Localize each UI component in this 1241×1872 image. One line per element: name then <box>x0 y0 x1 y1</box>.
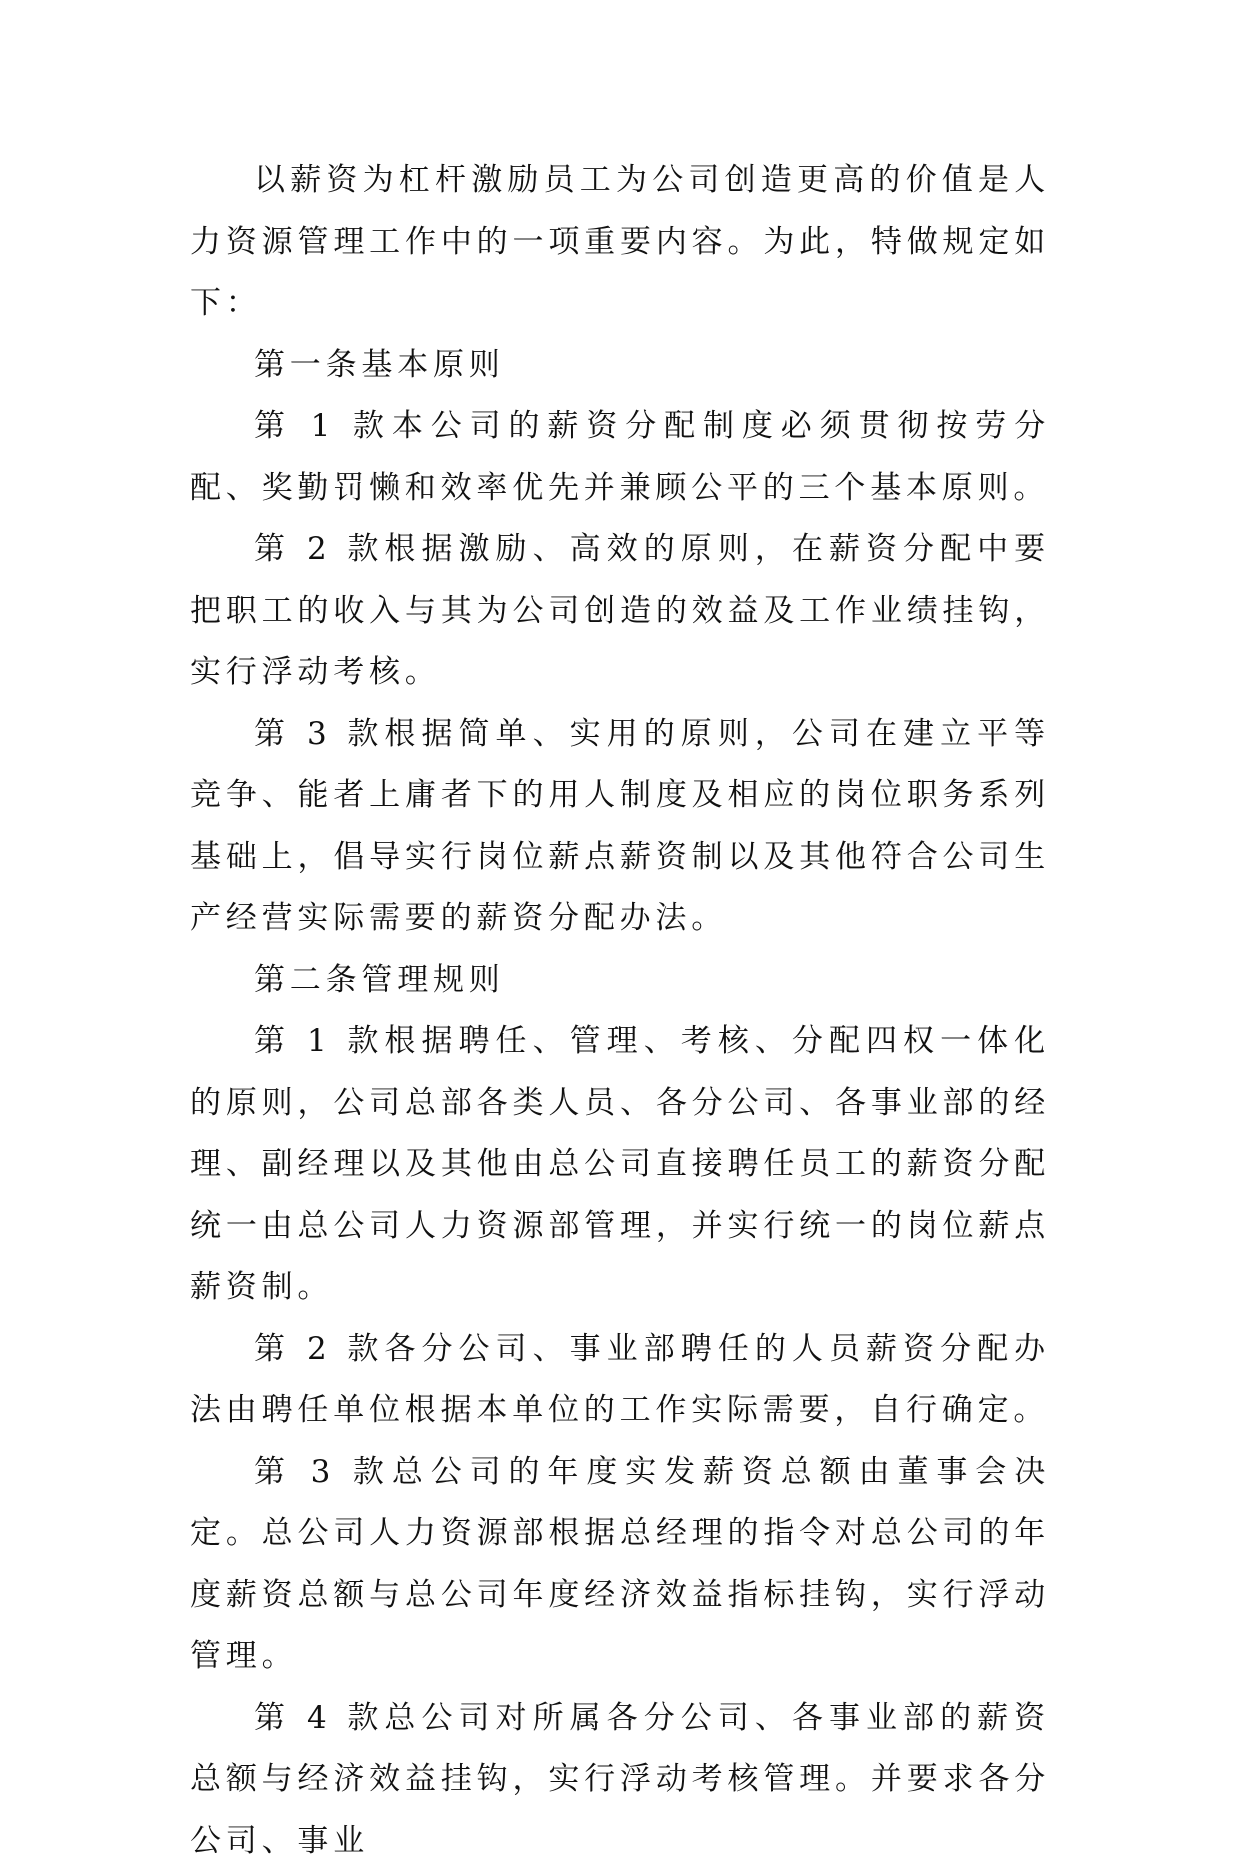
heading-article-1: 第一条基本原则 <box>190 335 1050 397</box>
heading-article-2: 第二条管理规则 <box>190 950 1050 1012</box>
paragraph-article-1-clause-1: 第 1 款本公司的薪资分配制度必须贯彻按劳分配、奖勤罚懒和效率优先并兼顾公平的三个基本原则。 <box>190 396 1050 519</box>
paragraph-article-2-clause-2: 第 2 款各分公司、事业部聘任的人员薪资分配办法由聘任单位根据本单位的工作实际需要，自行确定。 <box>190 1319 1050 1442</box>
paragraph-article-2-clause-1: 第 1 款根据聘任、管理、考核、分配四权一体化的原则，公司总部各类人员、各分公司、各事业部的经理、副经理以及其他由总公司直接聘任员工的薪资分配统一由总公司人力资源部管理，并实行统一的岗位薪点薪资制。 <box>190 1011 1050 1319</box>
paragraph-intro: 以薪资为杠杆激励员工为公司创造更高的价值是人力资源管理工作中的一项重要内容。为此，特做规定如下： <box>190 150 1050 335</box>
document-body <box>190 150 1050 1872</box>
paragraph-article-2-clause-3: 第 3 款总公司的年度实发薪资总额由董事会决定。总公司人力资源部根据总经理的指令对总公司的年度薪资总额与总公司年度经济效益指标挂钩，实行浮动管理。 <box>190 1442 1050 1688</box>
paragraph-article-1-clause-3: 第 3 款根据简单、实用的原则，公司在建立平等竞争、能者上庸者下的用人制度及相应的岗位职务系列基础上，倡导实行岗位薪点薪资制以及其他符合公司生产经营实际需要的薪资分配办法。 <box>190 704 1050 950</box>
paragraph-article-1-clause-2: 第 2 款根据激励、高效的原则，在薪资分配中要把职工的收入与其为公司创造的效益及工作业绩挂钩，实行浮动考核。 <box>190 519 1050 704</box>
paragraph-article-2-clause-4: 第 4 款总公司对所属各分公司、各事业部的薪资总额与经济效益挂钩，实行浮动考核管理。并要求各分公司、事业 <box>190 1688 1050 1872</box>
